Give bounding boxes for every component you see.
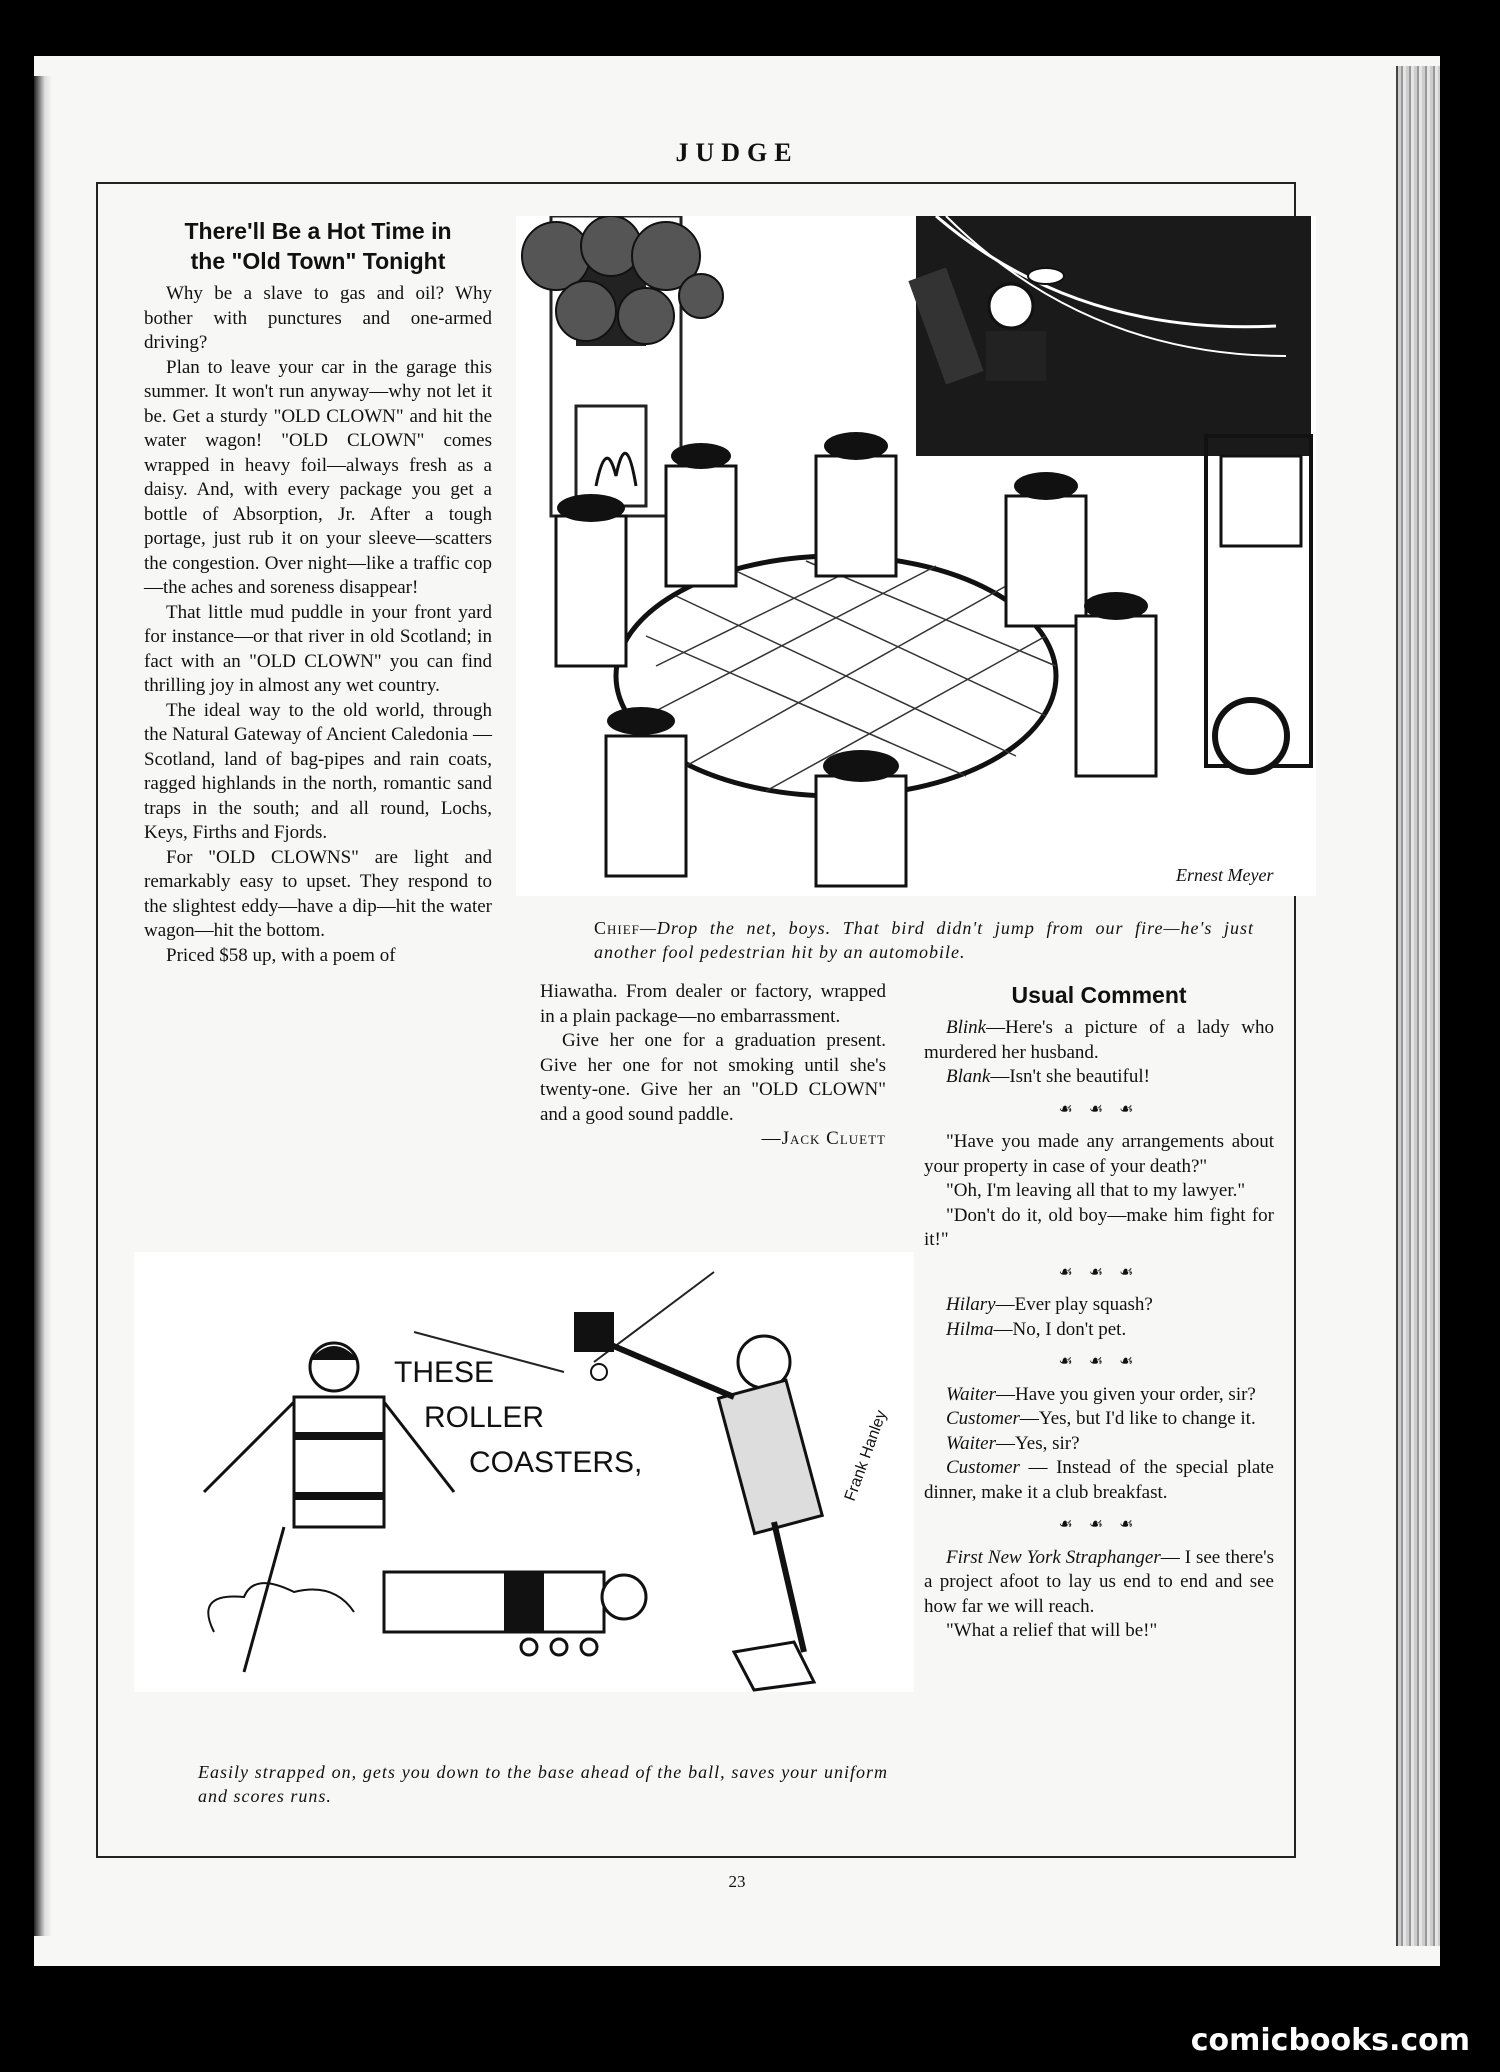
joke-line: "Oh, I'm leaving all that to my lawyer." xyxy=(946,1180,1246,1201)
joke-line: "What a relief that will be!" xyxy=(946,1620,1158,1641)
speaker: Blink xyxy=(946,1017,987,1038)
paragraph: Hiawatha. From dealer or factory, wrapped in a plain package—no embarrassment. xyxy=(540,981,886,1027)
speaker: Blank xyxy=(946,1066,991,1087)
ornament-separator: ☙ ☙ ☙ xyxy=(1058,1263,1140,1281)
joke-line xyxy=(924,1546,1274,1620)
title-line-2: the "Old Town" Tonight xyxy=(190,248,446,274)
joke-line: "Don't do it, old boy—make him fight for it!" xyxy=(924,1204,1274,1250)
usual-comment-title: Usual Comment xyxy=(1011,982,1187,1008)
cartoon-lettering-1: THESE xyxy=(394,1356,495,1389)
cartoon-signature: Frank Hanley xyxy=(841,1408,891,1504)
cartoon-lettering-2: ROLLER xyxy=(424,1401,545,1434)
paragraph: The ideal way to the old world, through the Natural Gateway of Ancient Caledonia — Scotland, land of bag-pipes and rain coats, ragged highlands in the north, romantic sand traps in the south; and all round, Lochs, Keys, Firths and Fjords. xyxy=(144,699,492,843)
joke-line xyxy=(924,1407,1274,1432)
joke-line xyxy=(924,1065,1274,1090)
speaker: Hilary xyxy=(946,1294,996,1315)
speaker: First New York Straphanger xyxy=(946,1546,1161,1568)
speaker: Hilma xyxy=(946,1318,994,1340)
caption-text: —Drop the net, boys. That bird didn't jump from our fire—he's just another fool pedestrian hit by an automobile. xyxy=(594,918,1254,962)
page-number: 23 xyxy=(728,1872,746,1891)
paragraph: That little mud puddle in your front yard for instance—or that river in old Scotland; in fact with an "OLD CLOWN" you can find thrilling joy in almost any wet country. xyxy=(144,601,492,696)
paragraph: For "OLD CLOWNS" are light and remarkably easy to upset. They respond to the slightest eddy—have a dip—hit the water wagon—hit the bottom. xyxy=(144,846,492,941)
speaker: Customer xyxy=(946,1457,1020,1478)
joke-text: — Instead of the special plate dinner, make it a club breakfast. xyxy=(924,1457,1274,1503)
joke-text: —Yes, sir? xyxy=(995,1432,1080,1454)
joke-text: —Yes, but I'd like to change it. xyxy=(1019,1408,1256,1429)
ornament-separator: ☙ ☙ ☙ xyxy=(1058,1516,1140,1533)
joke-line xyxy=(924,1432,1274,1457)
joke-line: "Have you made any arrangements about your property in case of your death?" xyxy=(924,1131,1274,1177)
page-edges xyxy=(1396,66,1440,1946)
cartoon-lettering-3: COASTERS, xyxy=(469,1446,643,1479)
firemen-illustration xyxy=(516,216,1316,896)
masthead: JUDGE xyxy=(675,138,799,167)
title-line-1: There'll Be a Hot Time in xyxy=(184,218,452,244)
paragraph: Priced $58 up, with a poem of xyxy=(166,944,396,966)
usual-comment-column xyxy=(924,980,1274,1644)
speaker: Waiter xyxy=(946,1383,996,1405)
baseball-caption: Easily strapped on, gets you down to the base ahead of the ball, saves your uniform and scores runs. xyxy=(198,1762,888,1806)
joke-line xyxy=(924,1318,1274,1343)
binding-gutter xyxy=(34,76,52,1936)
magazine-page xyxy=(34,56,1440,1966)
joke-text: —Ever play squash? xyxy=(995,1294,1153,1315)
joke-text: — I see there's a project afoot to lay us end to end and see how far we will reach. xyxy=(924,1546,1274,1617)
baseball-illustration xyxy=(134,1252,914,1692)
joke-line xyxy=(924,1016,1274,1065)
paragraph: Why be a slave to gas and oil? Why bother with punctures and one-armed driving? xyxy=(144,283,492,353)
roller-coasters-cartoon xyxy=(134,1252,914,1692)
article-title xyxy=(144,216,492,276)
ornament-separator: ☙ ☙ ☙ xyxy=(1058,1353,1140,1370)
firemen-net-cartoon xyxy=(516,216,1316,896)
article-hot-time-col1 xyxy=(144,216,492,968)
paragraph: Plan to leave your car in the garage this summer. It won't run anyway—why not let it be. Get a sturdy "OLD CLOWN" and hit the water wagon! "OLD CLOWN" comes wrapped in heavy foil—always fresh as a daisy. And, with every package you get a bottle of Absorption, Jr. After a tough portage, just rub it on your sleeve—scatters the congestion. Over night—like a traffic cop—the aches and soreness disappear! xyxy=(144,356,492,598)
joke-text: —No, I don't pet. xyxy=(993,1318,1127,1340)
joke-line xyxy=(924,1456,1274,1505)
joke-text: —Have you given your order, sir? xyxy=(995,1383,1256,1405)
article-hot-time-col2 xyxy=(540,980,886,1152)
joke-text: —Isn't she beautiful! xyxy=(990,1066,1150,1087)
joke-line xyxy=(924,1293,1274,1318)
paragraph: Give her one for a graduation present. Give her one for not smoking until she's twenty-one. Give her an "OLD CLOWN" and a good sound paddle. xyxy=(540,1030,886,1125)
watermark: comicbooks.com xyxy=(1190,2023,1470,2058)
joke-text: —Here's a picture of a lady who murdered her husband. xyxy=(924,1017,1274,1063)
joke-line xyxy=(924,1383,1274,1408)
firemen-caption xyxy=(594,916,1254,964)
ornament-separator: ☙ ☙ ☙ xyxy=(1058,1100,1140,1118)
cartoon-signature: Ernest Meyer xyxy=(1176,865,1274,885)
caption-speaker: Chief xyxy=(594,918,640,938)
speaker: Customer xyxy=(946,1408,1020,1429)
byline: —Jack Cluett xyxy=(761,1128,886,1149)
speaker: Waiter xyxy=(946,1432,996,1454)
